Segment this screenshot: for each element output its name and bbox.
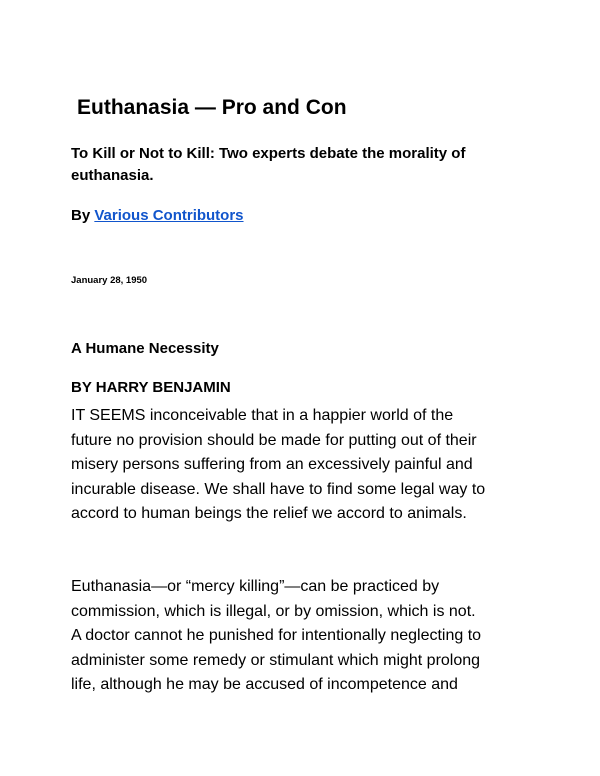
byline [71, 206, 244, 226]
paragraph-1 [71, 404, 541, 527]
section-heading: A Humane Necessity [71, 340, 219, 357]
paragraph-line: incurable disease. We shall have to find some legal way to [71, 480, 486, 498]
paragraph-line: accord to human beings the relief we accord to animals. [71, 505, 467, 522]
article-subtitle: To Kill or Not to Kill: Two experts debate the morality of euthanasia. [71, 145, 466, 184]
paragraph-2 [71, 575, 541, 698]
paragraph-line: IT SEEMS inconceivable that in a happier world of the [71, 407, 454, 424]
paragraph-line: Euthanasia—or “mercy killing”—can be practiced by [71, 578, 440, 595]
section-author: BY HARRY BENJAMIN [71, 379, 231, 396]
contributors-link[interactable]: Various Contributors [94, 207, 244, 224]
paragraph-line: administer some remedy or stimulant which might prolong [71, 651, 481, 669]
paragraph-line: commission, which is illegal, or by omission, which is not. [71, 602, 476, 620]
publication-date: January 28, 1950 [71, 275, 148, 286]
paragraph-line: misery persons suffering from an excessively painful and [71, 456, 473, 473]
paragraph-line: life, although he may be accused of incompetence and [71, 676, 458, 693]
paragraph-line: future no provision should be made for putting out of their [71, 431, 477, 449]
byline-prefix: By [71, 207, 95, 224]
paragraph-line: A doctor cannot he punished for intentionally neglecting to [71, 627, 482, 644]
article-title: Euthanasia — Pro and Con [77, 96, 347, 119]
